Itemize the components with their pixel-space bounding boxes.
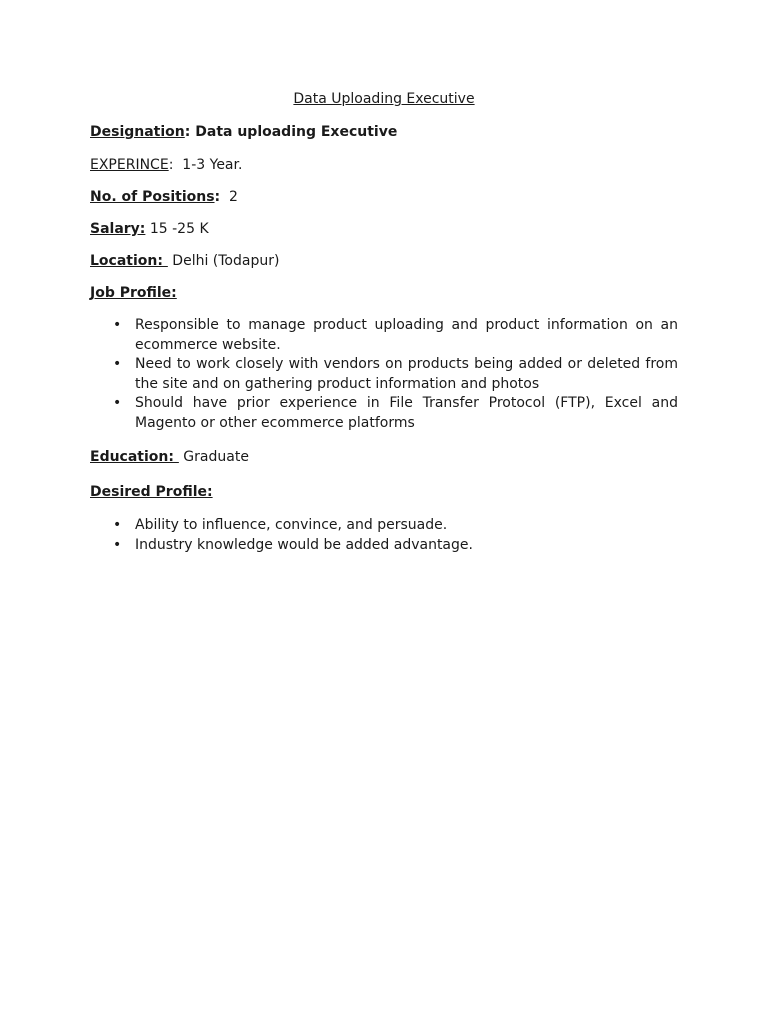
positions-field: [90, 187, 238, 207]
desired-profile-heading: Desired Profile:: [90, 484, 213, 500]
experience-field: [90, 155, 242, 175]
positions-label: No. of Positions: [90, 189, 215, 205]
salary-label: Salary:: [90, 221, 146, 237]
experience-label: EXPERINCE: [90, 157, 169, 173]
experience-value: : 1-3 Year.: [168, 157, 243, 173]
designation-value: Data uploading Executive: [190, 124, 398, 140]
list-item: • Ability to influence, convince, and persuade.: [135, 516, 678, 536]
document-title: Data Uploading Executive: [293, 91, 475, 107]
education-value: Graduate: [178, 449, 249, 465]
job-profile-list: [135, 316, 678, 433]
list-item: • Industry knowledge would be added advantage.: [135, 536, 678, 556]
desired-profile-list: [135, 516, 678, 555]
list-item: • Should have prior experience in File Transfer Protocol (FTP), Excel and Magento or other ecommerce platforms: [135, 394, 678, 433]
salary-value: 15 -25 K: [145, 221, 209, 237]
salary-field: [90, 219, 209, 239]
positions-colon: :: [214, 189, 221, 205]
location-label: Location:: [90, 253, 168, 269]
list-item: • Need to work closely with vendors on products being added or deleted from the site and on gathering product information and photos: [135, 355, 678, 394]
list-item: • Responsible to manage product uploading and product information on an ecommerce website.: [135, 316, 678, 355]
positions-value: 2: [220, 189, 238, 205]
designation-colon: :: [184, 124, 191, 140]
education-label: Education:: [90, 449, 179, 465]
designation-field: [90, 122, 397, 142]
location-field: [90, 251, 279, 271]
job-profile-heading: Job Profile:: [90, 285, 177, 301]
education-field: [90, 447, 249, 467]
location-value: Delhi (Todapur): [167, 253, 280, 269]
designation-label: Designation: [90, 124, 185, 140]
